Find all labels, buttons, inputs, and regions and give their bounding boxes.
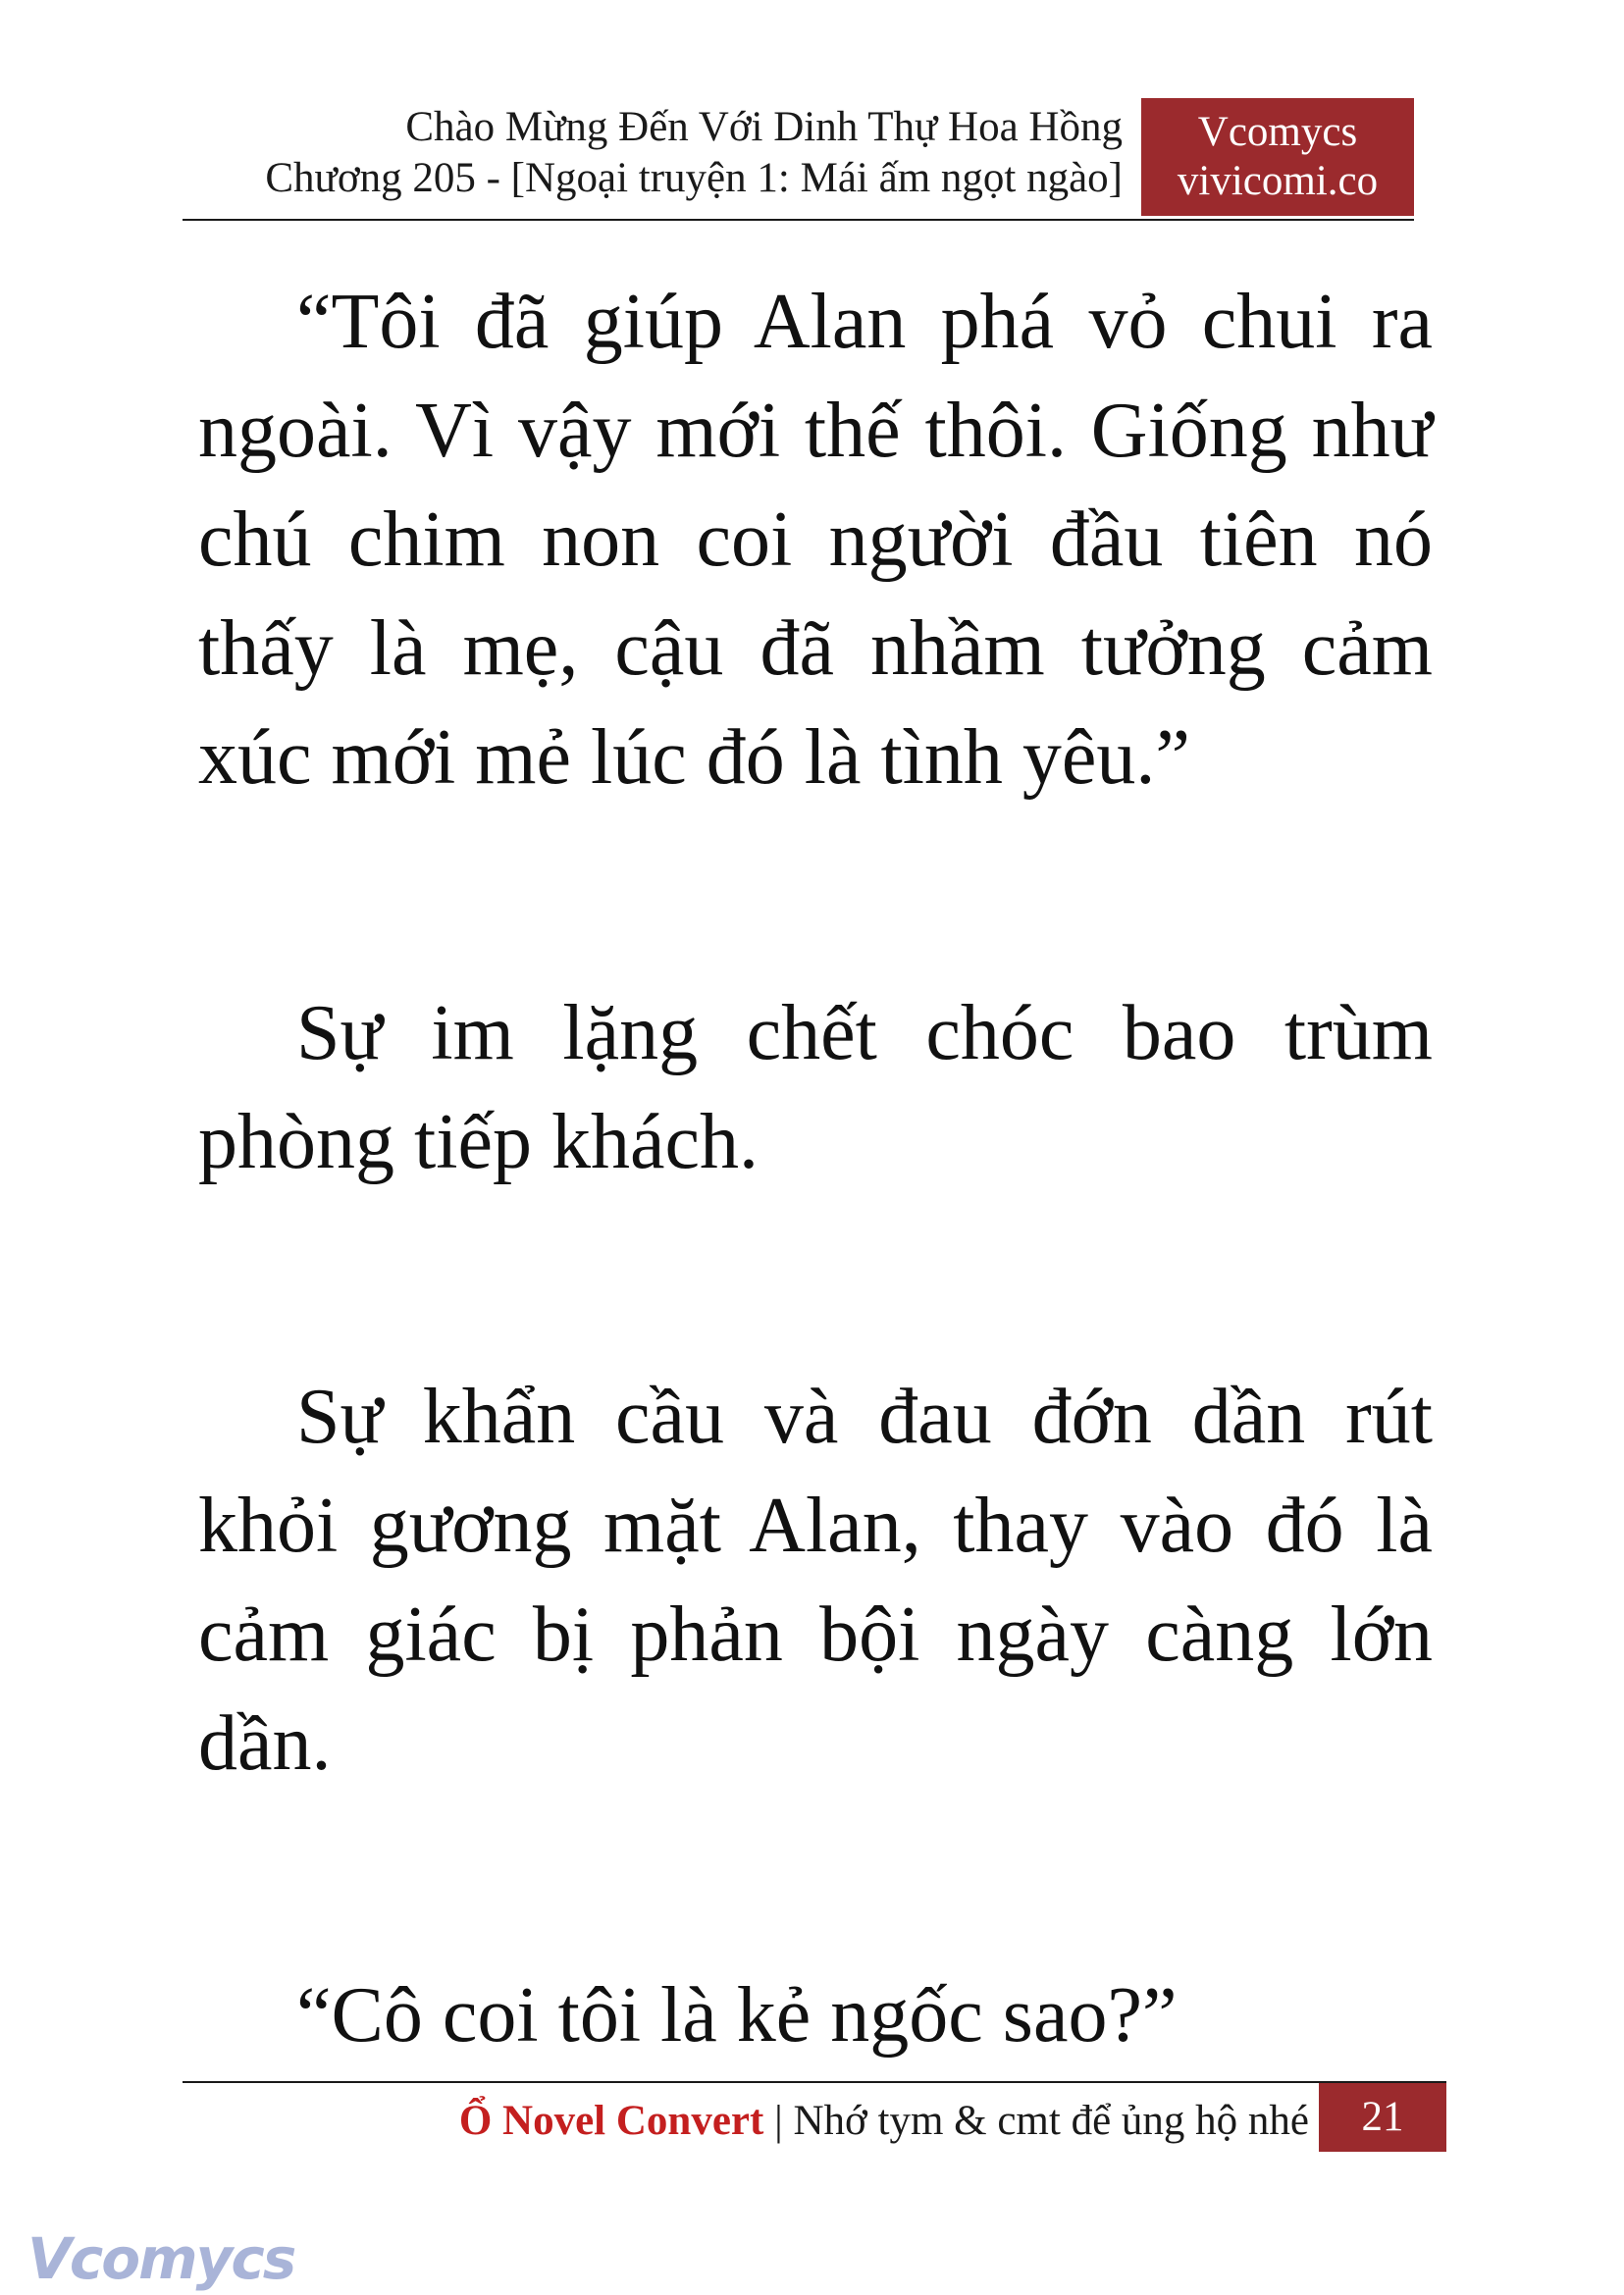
header-titles [183, 102, 1123, 204]
footer-line [183, 2092, 1309, 2151]
book-title: Chào Mừng Đến Với Dinh Thự Hoa Hồng [405, 104, 1123, 150]
chapter-title: Chương 205 - [Ngoại truyện 1: Mái ấm ngọt ngào] [265, 155, 1123, 201]
paragraph-2: Sự im lặng chết chóc bao trùm phòng tiếp khách. [198, 990, 1433, 1185]
paragraph-3: Sự khẩn cầu và đau đớn dần rút khỏi gương mặt Alan, thay vào đó là cảm giác bị phản bội ngày càng lớn dần. [198, 1374, 1433, 1787]
page-number: 21 [1319, 2083, 1446, 2152]
footer-divider [183, 2081, 1446, 2083]
footer-message: Nhớ tym & cmt để ủng hộ nhé [793, 2098, 1309, 2144]
header-brand-box [1141, 98, 1414, 216]
footer-brand: Ổ Novel Convert [458, 2098, 764, 2144]
paragraph-4: “Cô coi tôi là kẻ ngốc sao?” [296, 1972, 1178, 2059]
paragraph-1: “Tôi đã giúp Alan phá vỏ chui ra ngoài. Vì vậy mới thế thôi. Giống như chú chim non coi người đầu tiên nó thấy là mẹ, cậu đã nhầm tưởng cảm xúc mới mẻ lúc đó là tình yêu.” [198, 279, 1433, 801]
brand-site: vivicomi.co [1177, 158, 1379, 204]
watermark-logo: Vcomycs [27, 2225, 295, 2292]
brand-name: Vcomycs [1197, 109, 1358, 155]
header-divider [183, 219, 1414, 221]
footer-separator: | [774, 2098, 783, 2144]
